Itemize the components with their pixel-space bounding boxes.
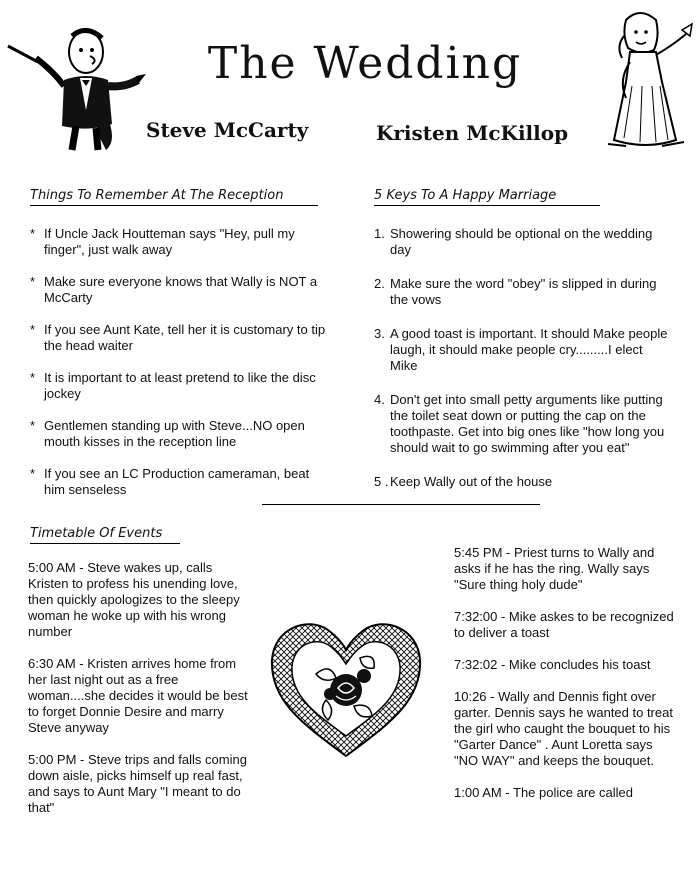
reception-list [30, 226, 330, 498]
list-item: 3. A good toast is important. It should Make people laugh, it should make people cry.........I elect Mike [374, 326, 668, 373]
keys-section [374, 188, 672, 490]
timetable-heading: Timetable Of Events [30, 526, 180, 544]
list-item: * If Uncle Jack Houtteman says "Hey, pull my finger", just walk away [30, 226, 295, 257]
groom-cartoon-illustration [6, 14, 146, 154]
list-item: * If you see an LC Production cameraman, beat him senseless [30, 466, 310, 497]
section-divider [262, 504, 540, 505]
groom-name: Steve McCarty [146, 118, 309, 142]
keys-list [374, 226, 672, 490]
timetable-entry: 6:30 AM - Kristen arrives home from her last night out as a free woman....she decides it would be best to forget Donnie Desire and marry Steve anyway [28, 656, 248, 735]
reception-section [30, 188, 330, 514]
timetable-entry: 5:00 PM - Steve trips and falls coming down aisle, picks himself up real fast, and says to Aunt Mary "I meant to do that" [28, 752, 247, 815]
timetable-entry: 5:45 PM - Priest turns to Wally and asks if he has the ring. Wally says "Sure thing holy dude" [454, 545, 655, 592]
list-item: 5 . Keep Wally out of the house [374, 474, 553, 489]
reception-heading: Things To Remember At The Reception [30, 188, 318, 206]
bride-cartoon-illustration [596, 6, 696, 156]
list-item: 1. Showering should be optional on the wedding day [374, 226, 653, 257]
bride-name: Kristen McKillop [376, 121, 569, 145]
timetable-entry: 7:32:00 - Mike askes to be recognized to deliver a toast [454, 609, 674, 640]
list-item: * Make sure everyone knows that Wally is NOT a McCarty [30, 274, 318, 305]
timetable-entry: 7:32:02 - Mike concludes his toast [454, 657, 651, 672]
list-item: * Gentlemen standing up with Steve...NO open mouth kisses in the reception line [30, 418, 305, 449]
list-item: * It is important to at least pretend to like the disc jockey [30, 370, 316, 401]
timetable-entry: 1:00 AM - The police are called [454, 785, 633, 800]
list-item: 2. Make sure the word "obey" is slipped in during the vows [374, 276, 657, 307]
timetable-left-column [28, 560, 253, 832]
timetable-entry: 5:00 AM - Steve wakes up, calls Kristen to profess his unending love, then quickly apologizes to the sleepy woman he woke up with his wrong number [28, 560, 240, 639]
timetable-right-column [454, 545, 676, 817]
page-title: The Wedding [207, 38, 523, 89]
keys-heading: 5 Keys To A Happy Marriage [374, 188, 600, 206]
list-item: 4. Don't get into small petty arguments like putting the toilet seat down or putting the cap on the toothpaste. Get into big ones like "how long you should wait to go swimming after you eat" [374, 392, 665, 455]
timetable-entry: 10:26 - Wally and Dennis fight over garter. Dennis says he wanted to treat the girl who caught the bouquet to his "Garter Dance" . Aunt Loretta says "NO WAY" and keeps the bouquet. [454, 689, 673, 768]
lace-heart-rose-illustration [266, 610, 426, 760]
list-item: * If you see Aunt Kate, tell her it is customary to tip the head waiter [30, 322, 326, 353]
